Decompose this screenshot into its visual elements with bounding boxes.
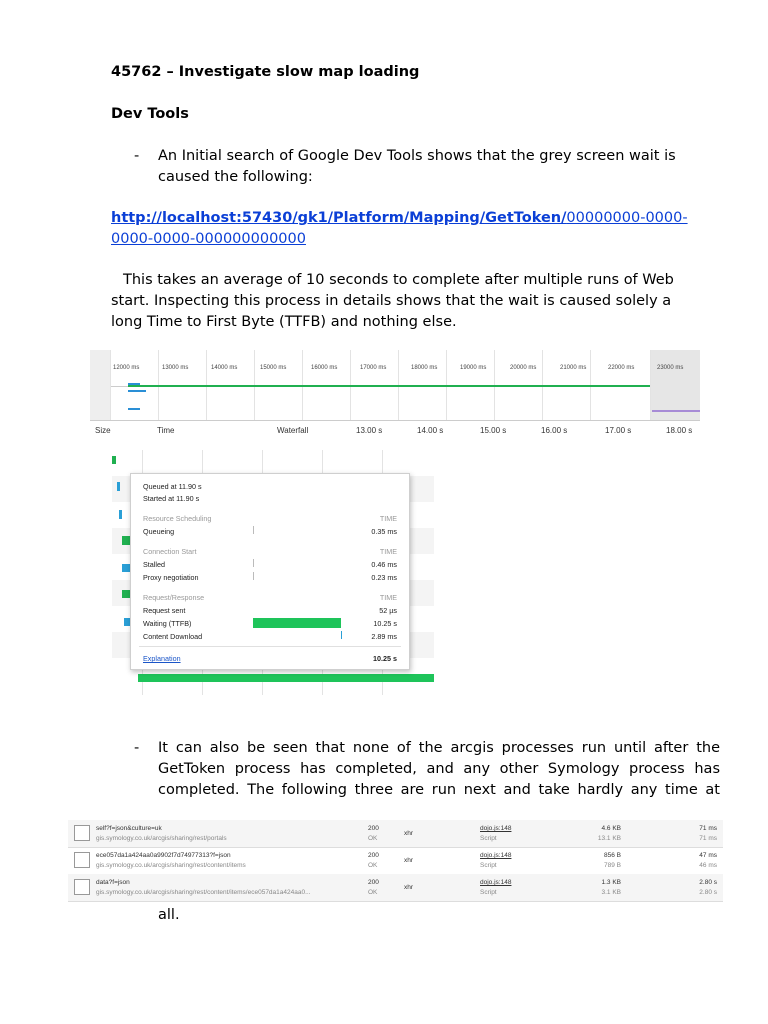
waterfall-ttfb-bar [138,674,434,682]
initiator-link[interactable]: dojo.js:148 [480,879,512,886]
timeline-tick: 18000 ms [411,365,438,371]
initiator-link[interactable]: dojo.js:148 [480,852,512,859]
timeline-waiting-bar [128,385,650,387]
section-title: Connection Start [143,547,197,556]
column-header[interactable]: Size [95,426,111,435]
bullet-line: GetToken process has completed, and any other Symology process has [158,761,720,777]
timeline-tick: 19000 ms [460,365,487,371]
resource-size: 789 B [604,862,621,869]
request-name[interactable]: ece057da1a424aa0a9902f7d74977313?f=json [96,852,231,859]
paragraph-line: This takes an average of 10 seconds to complete after multiple runs of Web [123,272,674,288]
timeline-mark [128,383,140,385]
timing-label: Proxy negotiation [143,573,199,582]
request-time: 47 ms [699,852,717,859]
url-block [111,208,711,250]
section-heading: Dev Tools [111,106,189,122]
timeline-mark [652,410,700,412]
waterfall-mark [122,564,130,572]
column-header: 14.00 s [417,426,444,435]
initiator-type: Script [480,889,497,896]
timeline-tick: 21000 ms [560,365,587,371]
waterfall-mark [117,482,120,491]
transfer-size: 4.6 KB [601,825,621,832]
page-title: 45762 – Investigate slow map loading [111,64,420,80]
bullet-line: An Initial search of Google Dev Tools shows that the grey screen wait is [158,148,676,164]
status-code: 200 [368,825,379,832]
resource-size: 13.1 KB [597,835,621,842]
bullet-dash: - [134,740,140,756]
table-row[interactable] [68,874,723,902]
bullet-line: It can also be seen that none of the arcgis processes run until after the [158,740,720,756]
request-time: 71 ms [699,825,717,832]
timing-label: Stalled [143,560,165,569]
url-line [111,208,711,229]
column-headers [90,420,700,440]
section-time-header: TIME [379,547,397,556]
file-icon [74,825,90,841]
request-type: xhr [404,884,414,891]
timeline-screenshot [90,350,700,440]
timeline-tick: 16000 ms [311,365,338,371]
timeline-header [90,350,700,387]
transfer-size: 1.3 KB [601,879,621,886]
status-text: OK [368,889,378,896]
bullet-dash: - [134,148,140,164]
request-name[interactable]: data?f=json [96,879,130,886]
section-time-header: TIME [379,593,397,602]
timeline-tick: 14000 ms [211,365,238,371]
timing-label: Waiting (TTFB) [143,619,192,628]
status-text: OK [368,835,378,842]
column-header: 16.00 s [541,426,568,435]
column-header: 18.00 s [666,426,693,435]
ttfb-bar [253,618,341,628]
network-table [68,820,723,902]
column-header: 15.00 s [480,426,507,435]
transfer-size: 856 B [604,852,621,859]
timeline-tick: 13000 ms [162,365,189,371]
request-type: xhr [404,830,414,837]
bullet-text [158,146,703,188]
timeline-tick: 20000 ms [510,365,537,371]
table-row[interactable] [68,847,723,875]
table-row[interactable] [68,820,723,848]
request-time: 2.80 s [699,879,717,886]
bullet-line: completed. The following three are run next and take hardly any time at [158,782,720,798]
timing-value: 0.23 ms [371,573,397,582]
total-time: 10.25 s [373,654,397,663]
column-header[interactable]: Time [157,426,175,435]
waterfall-mark [112,456,116,464]
timeline-tick: 15000 ms [260,365,287,371]
paragraph-line: start. Inspecting this process in details shows that the wait is caused solely a [111,293,672,309]
timeline-tick: 12000 ms [113,365,140,371]
latency: 2.80 s [699,889,717,896]
waterfall-mark [119,510,122,519]
started-at: Started at 11.90 s [143,494,200,503]
url-link[interactable]: http://localhost:57430/gk1/Platform/Mapping/GetToken/ [111,210,567,226]
request-type: xhr [404,857,414,864]
timing-label: Request sent [143,606,186,615]
status-code: 200 [368,879,379,886]
timing-value: 0.46 ms [371,560,397,569]
file-icon [74,879,90,895]
status-text: OK [368,862,378,869]
timing-value: 0.35 ms [371,527,397,536]
timing-label: Content Download [143,632,203,641]
timing-label: Queueing [143,527,175,536]
section-time-header: TIME [379,514,397,523]
request-url: gis.symology.co.uk/arcgis/sharing/rest/content/items [96,862,246,869]
status-code: 200 [368,852,379,859]
timeline-mark [128,390,146,392]
timing-value: 2.89 ms [371,632,397,641]
request-name[interactable]: self?f=json&culture=uk [96,825,162,832]
latency: 71 ms [699,835,717,842]
timeline-left-edge [90,350,110,420]
column-header[interactable]: Waterfall [277,426,309,435]
explanation-link[interactable]: Explanation [143,654,181,663]
paragraph [111,270,703,333]
url-guid-part[interactable]: 00000000-0000- [566,210,688,226]
initiator-type: Script [480,835,497,842]
initiator-link[interactable]: dojo.js:148 [480,825,512,832]
timeline-tick: 23000 ms [657,365,684,371]
latency: 46 ms [699,862,717,869]
timing-popup [130,473,410,670]
column-header: 13.00 s [356,426,383,435]
request-url: gis.symology.co.uk/arcgis/sharing/rest/content/items/ece057da1a424aa0... [96,889,311,896]
resource-size: 3.1 KB [601,889,621,896]
timeline-mark [128,408,140,410]
bullet-text [158,738,720,801]
section-title: Resource Scheduling [143,514,212,523]
timeline-tick: 22000 ms [608,365,635,371]
url-guid-part[interactable]: 0000-0000-000000000000 [111,231,306,247]
request-url: gis.symology.co.uk/arcgis/sharing/rest/portals [96,835,227,842]
timing-value: 10.25 s [373,619,397,628]
queued-at: Queued at 11.90 s [143,482,202,491]
timeline-tick: 17000 ms [360,365,387,371]
file-icon [74,852,90,868]
timing-value: 52 µs [379,606,397,615]
bullet-line: all. [158,907,180,923]
section-title: Request/Response [143,593,205,602]
initiator-type: Script [480,862,497,869]
column-header: 17.00 s [605,426,632,435]
paragraph-line: long Time to First Byte (TTFB) and nothing else. [111,314,457,330]
bullet-line: caused the following: [158,169,313,185]
